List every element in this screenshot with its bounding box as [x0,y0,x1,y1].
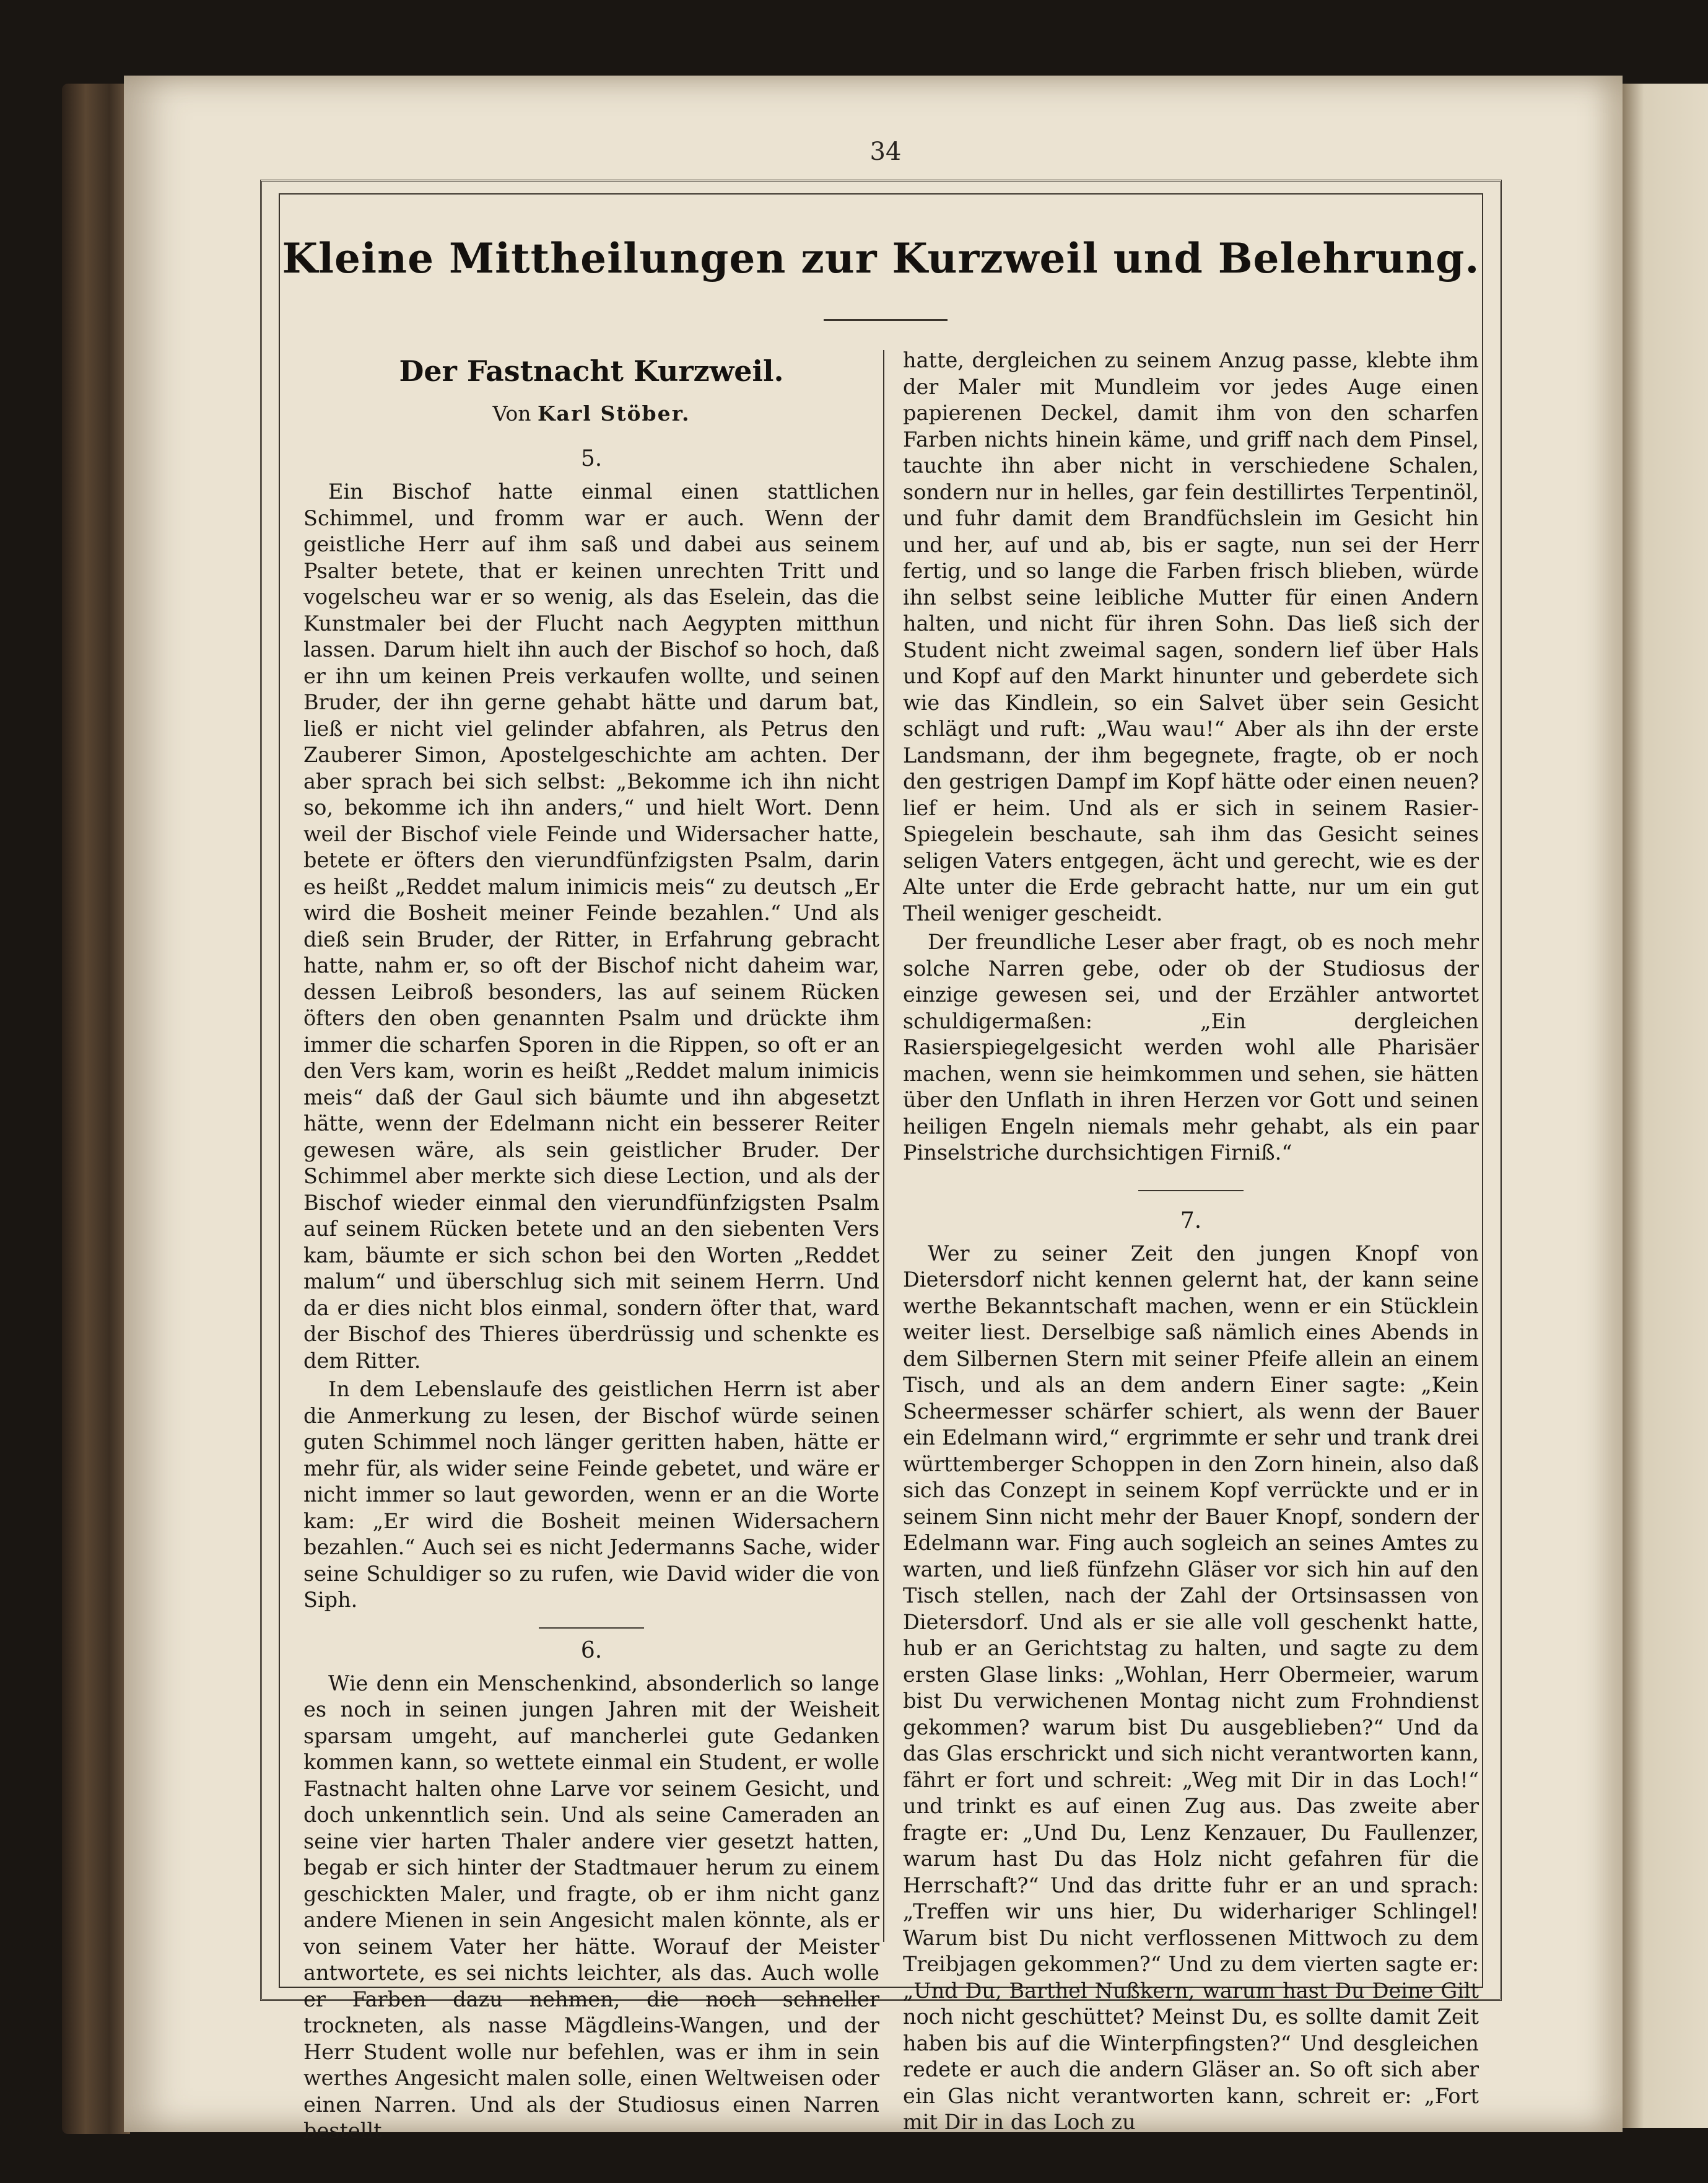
byline-author: Karl Stöber. [537,401,691,426]
heading-rule [824,319,948,321]
section-number-5: 5. [580,446,603,471]
section-number-6: 6. [580,1637,603,1663]
column-left [303,443,879,2147]
book-spine-edge [62,84,130,2134]
section-rule [539,1627,644,1629]
byline-prefix: Von [492,401,531,426]
facing-page-edge [1623,84,1708,2128]
paragraph: Wie denn ein Menschenkind, absonderlich so lange es noch in seinen jungen Jahren mit der Weisheit sparsam umgeht, auf mancherlei gute Gedanken kommen kann, so wettete einmal ein Student, er wolle Fastnacht halten ohne Larve vor seinem Gesicht, und doch unkenntlich sein. Und als seine Cameraden an seine vier harten Thaler andere vier gesetzt hatten, begab er sich hinter der Stadtmauer herum zu einem geschickten Maler, und fragte, ob er ihm nicht ganz andere Mienen in sein Angesicht malen könnte, als er von seinem Vater her hätte. Worauf der Meister antwortete, es sei nichts leichter, als das. Auch wolle er Farben dazu nehmen, die noch schneller trockneten, als nasse Mägdleins-Wangen, und der Herr Student wolle nur befehlen, was er ihm in sein werthes Angesicht malen solle, einen Weltweisen oder einen Narren. Und als der Studiosus einen Narren bestellt [303,1671,879,2143]
section-heading: Kleine Mittheilungen zur Kurzweil und Belehrung. [282,234,1480,282]
section-rule [1138,1190,1244,1191]
paragraph: hatte, dergleichen zu seinem Anzug passe, klebte ihm der Maler mit Mundleim vor jedes Auge einen papierenen Deckel, damit ihm von den scharfen Farben nichts hinein käme, und griff nach dem Pinsel, tauchte ihn aber nicht in verschiedene Schalen, sondern nur in helles, gar fein destillirtes Terpentinöl, und fuhr damit dem Brandfüchslein im Gesicht hin und her, auf und ab, bis er sagte, nun sei der Herr fertig, und so lange die Farben frisch blieben, würde ihn selbst seine leibliche Mutter für einen Andern halten, und nicht für ihren Sohn. Das ließ sich der Student nicht zweimal sagen, sondern lief über Hals und Kopf auf den Markt hinunter und geberdete sich wie das Kindlein, so ein Salvet über sein Gesicht schlägt und ruft: „Wau wau!“ Aber als ihn der erste Landsmann, der ihm begegnete, fragte, ob er noch den gestrigen Dampf im Kopf hätte oder einen neuen? lief er heim. Und als er sich in seinem Rasier-Spiegelein beschaute, sah ihm das Gesicht seines seligen Vaters entgegen, ächt und gerecht, wie es der Alte unter die Erde gebracht hatte, nur um ein gut Theil weniger gescheidt. [903,348,1479,925]
paragraph: Ein Bischof hatte einmal einen stattlichen Schimmel, und fromm war er auch. Wenn der geistliche Herr auf ihm saß und dabei aus seinem Psalter betete, that er keinen unrechten Tritt und vogelscheu war er so wenig, als das Eselein, das die Kunstmaler bei der Flucht nach Aegypten mitthun lassen. Darum hielt ihn auch der Bischof so hoch, daß er ihn um keinen Preis verkaufen wollte, und seinen Bruder, der ihn gerne gehabt hätte und darum bat, ließ er nicht viel gelinder abfahren, als Petrus den Zauberer Simon, Apostelgeschichte am achten. Der aber sprach bei sich selbst: „Bekomme ich ihn nicht so, bekomme ich ihn anders,“ und hielt Wort. Denn weil der Bischof viele Feinde und Widersacher hatte, betete er öfters den vierundfünfzigsten Psalm, darin es heißt „Reddet malum inimicis meis“ zu deutsch „Er wird die Bosheit meiner Feinde bezahlen.“ Und als dieß sein Bruder, der Ritter, in Erfahrung gebracht hatte, nahm er, so oft der Bischof nicht daheim war, dessen Leibroß besonders, las auf seinem Rücken öfters den oben genannten Psalm und drückte ihm immer die scharfen Sporen in die Rippen, so oft er an den Vers kam, worin es heißt „Reddet malum inimicis meis“ daß der Gaul sich bäumte und ihn abgesetzt hätte, wenn der Edelmann nicht ein besserer Reiter gewesen wäre, als sein geistlicher Bruder. Der Schimmel aber merkte sich diese Lection, und als der Bischof wieder einmal den vierundfünfzigsten Psalm auf seinem Rücken betete und an den siebenten Vers kam, bäumte er sich schon bei den Worten „Reddet malum“ und überschlug sich mit seinem Herrn. Und da er dies nicht blos einmal, sondern öfter that, ward der Bischof des Thieres überdrüssig und schenkte es dem Ritter. [303,479,879,1373]
page-number: 34 [869,138,902,166]
paragraph: Wer zu seiner Zeit den jungen Knopf von Dietersdorf nicht kennen gelernt hat, der kann seine werthe Bekanntschaft machen, wenn er ein Stücklein weiter liest. Derselbige saß nämlich eines Abends in dem Silbernen Stern mit seiner Pfeife allein an einem Tisch, und als an dem andern Einer sagte: „Kein Scheermesser schärfer schiert, als wenn der Bauer ein Edelmann wird,“ ergrimmte er sehr und trank drei württemberger Schoppen in den Zorn hinein, also daß sich das Conzept in seinem Kopf verrückte und er in seinem Sinn nicht mehr der Bauer Knopf, sondern der Edelmann war. Fing auch sogleich an seines Amtes zu warten, und ließ fünfzehn Gläser vor sich hin auf den Tisch stellen, nach der Zahl der Ortsinsassen von Dietersdorf. Und als er sie alle voll geschenkt hatte, hub er an Gerichtstag zu halten, und sagte zu dem ersten Glase links: „Wohlan, Herr Obermeier, warum bist Du verwichenen Montag nicht zum Frohndienst gekommen? warum bist Du ausgeblieben?“ Und da das Glas erschrickt und sich nicht verantworten kann, fährt er fort und schreit: „Weg mit Dir in das Loch!“ und trinkt es auf einen Zug aus. Das zweite aber fragte er: „Und Du, Lenz Kenzauer, Du Faullenzer, warum hast Du das Holz nicht gefahren für die Herrschaft?“ Und das dritte fuhr er an und sprach: „Treffen wir uns hier, Du widerhariger Schlingel! Warum bist Du nicht verflossenen Mittwoch zu dem Treibjagen gekommen?“ Und zu dem vierten sagte er: „Und Du, Barthel Nußkern, warum hast Du Deine Gilt noch nicht geschüttet? Meinst Du, es sollte damit Zeit haben bis auf die Winterpfingsten?“ Und desgleichen redete er auch die andern Gläser an. So oft sich aber ein Glas nicht verantworten kann, schreit er: „Fort mit Dir in das Loch zu [903,1241,1479,2134]
section-number-7: 7. [1180,1207,1202,1233]
article-title: Der Fastnacht Kurzweil. [399,354,784,388]
column-right [903,348,1479,2138]
paragraph: Der freundliche Leser aber fragt, ob es noch mehr solche Narren gebe, oder ob der Studiosus der einzige gewesen sei, und der Erzähler antwortet schuldigermaßen: „Ein dergleichen Rasierspiegelgesicht werden wohl alle Pharisäer machen, wenn sie heimkommen und sehen, sie hätten über den Unflath in ihren Herzen vor Gott und seinen heiligen Engeln niemals mehr gehabt, als ein paar Pinselstriche durchsichtigen Firniß.“ [903,930,1479,1165]
article-byline [303,401,879,426]
column-divider [883,350,884,1942]
paragraph: In dem Lebenslaufe des geistlichen Herrn ist aber die Anmerkung zu lesen, der Bischof würde seinen guten Schimmel noch länger geritten haben, hätte er mehr für, als wider seine Feinde gebetet, und wäre er nicht immer so laut geworden, wenn er an die Worte kam: „Er wird die Bosheit meinen Widersachern bezahlen.“ Auch sei es nicht Jedermanns Sache, wider seine Schuldiger so zu rufen, wie David wider die von Siph. [303,1377,879,1612]
